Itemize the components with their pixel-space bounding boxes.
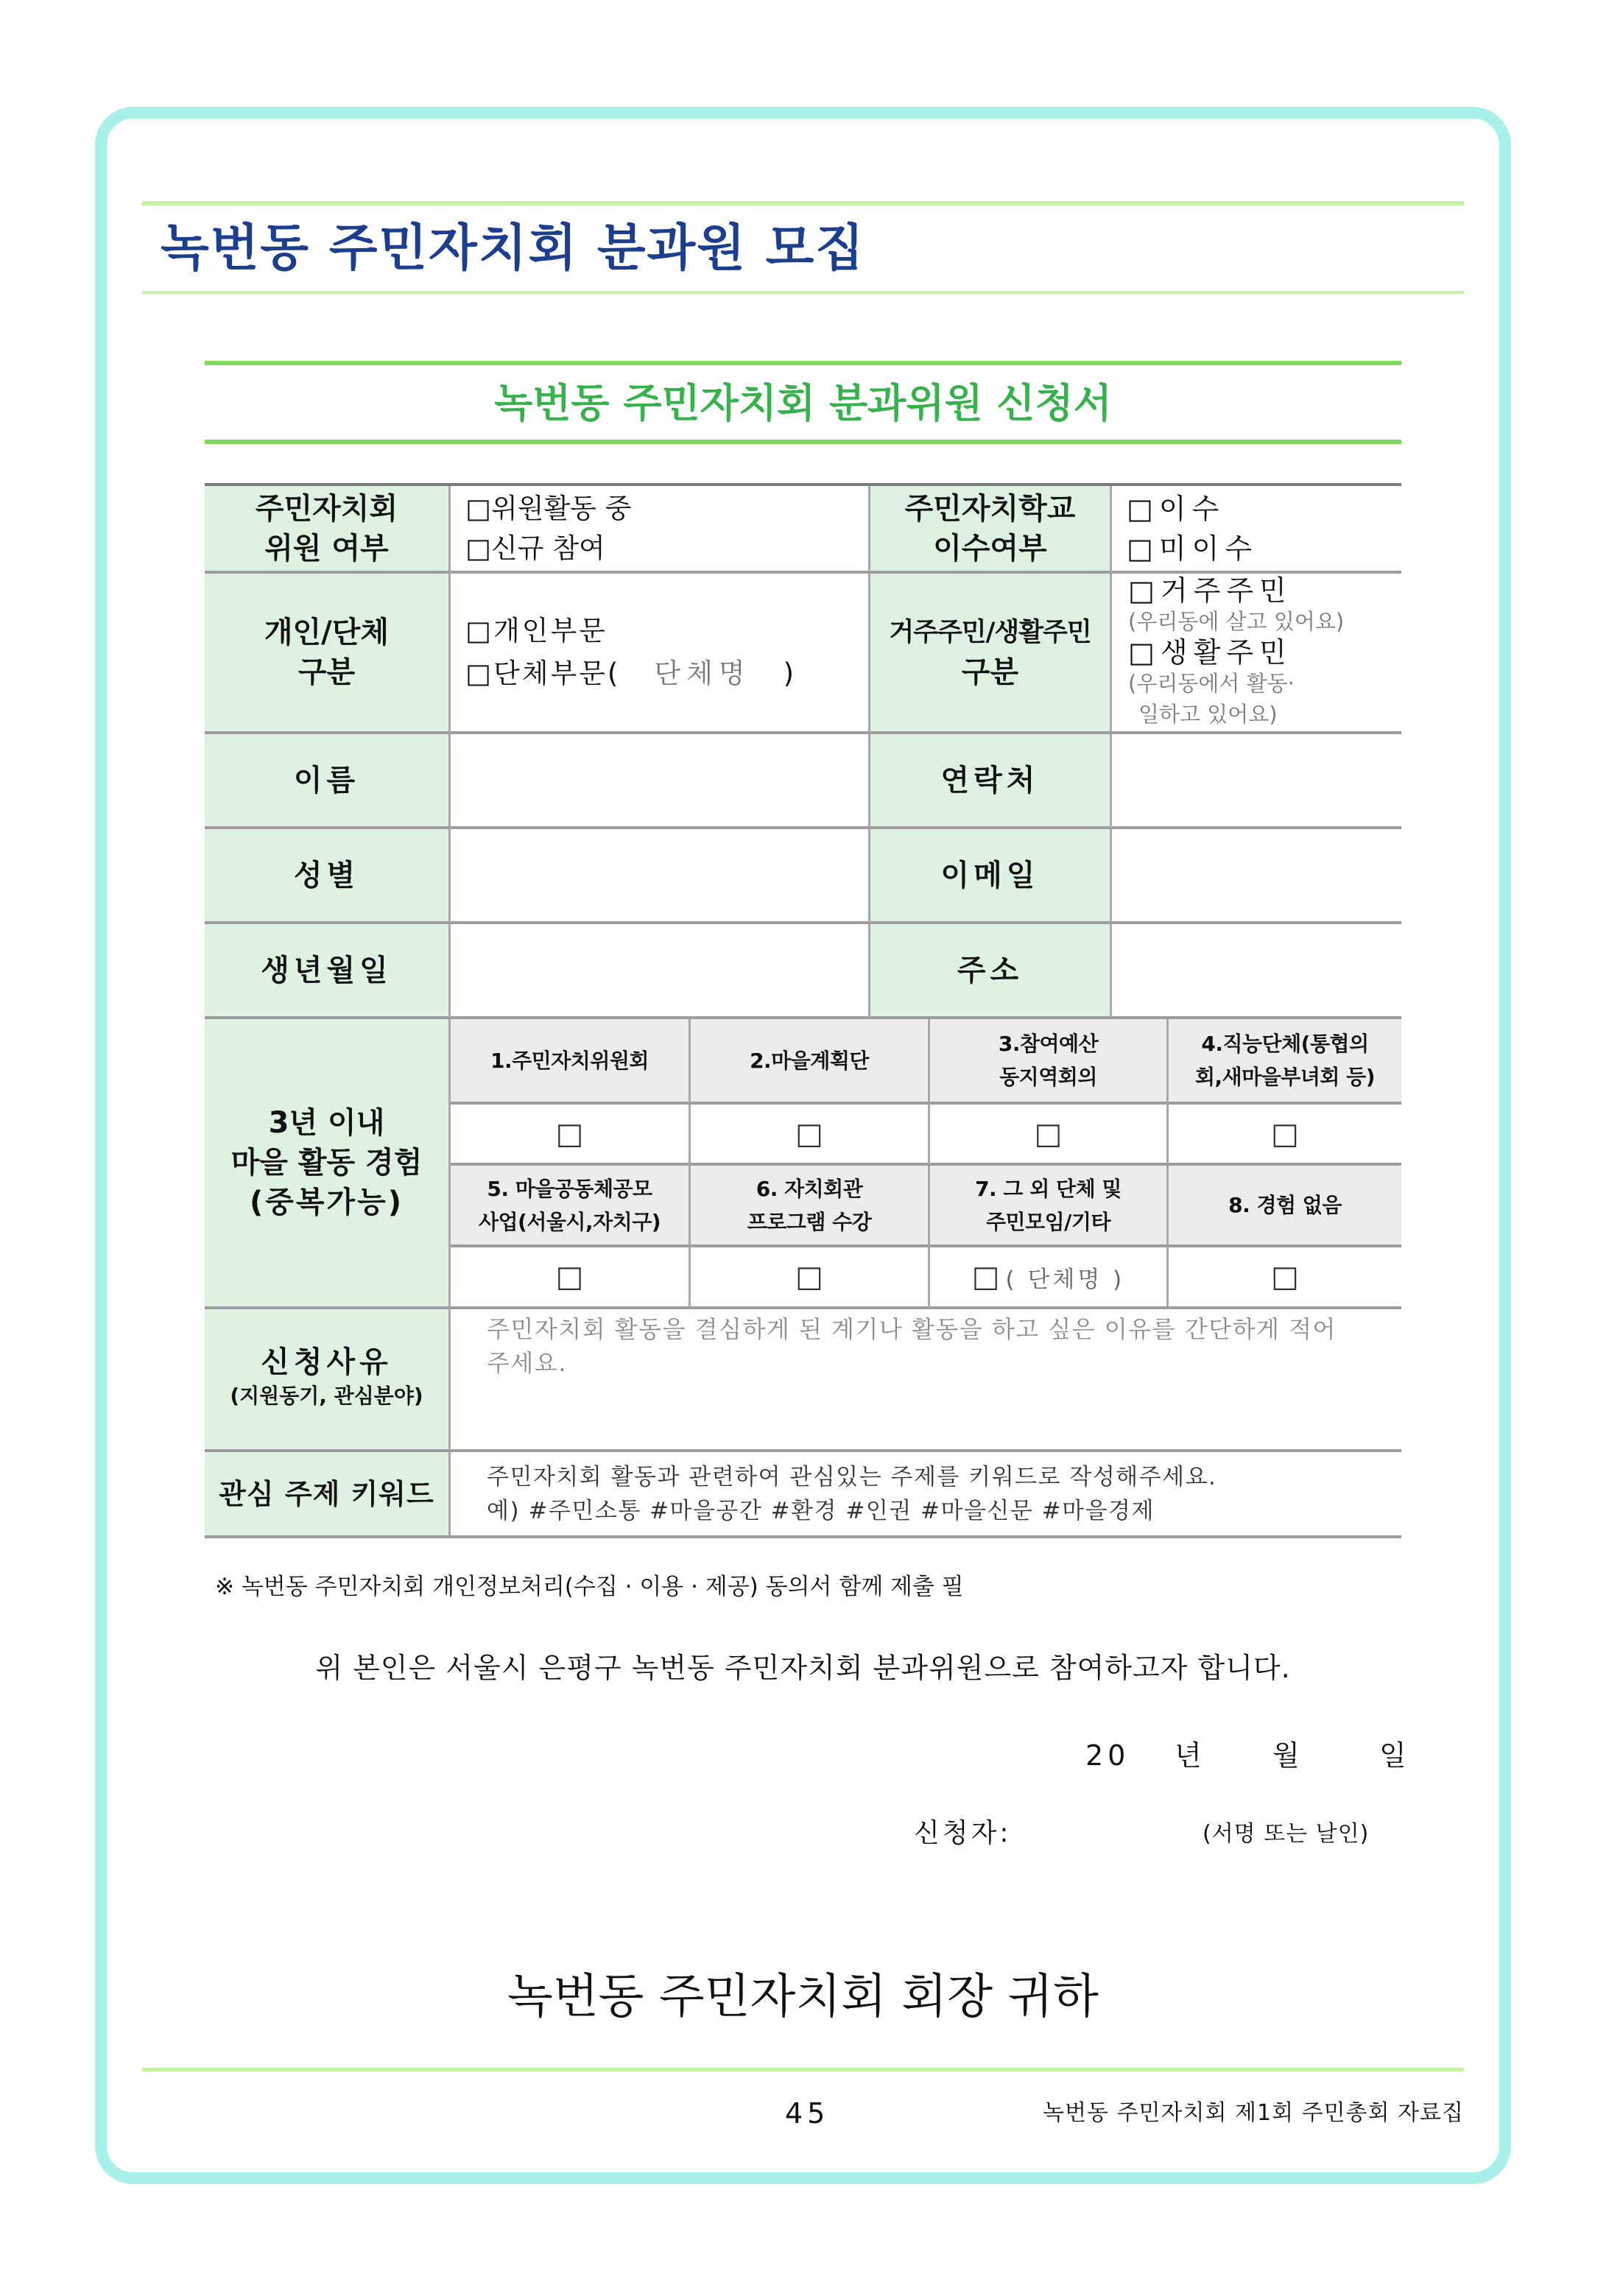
label-line: 위원 여부 bbox=[264, 531, 389, 566]
option-new-participant[interactable]: □신규 참여 bbox=[465, 532, 605, 564]
gender-field[interactable] bbox=[451, 829, 870, 924]
date-year-prefix: 20 bbox=[1085, 1739, 1130, 1772]
group-name-placeholder[interactable]: ( 단체명 ) bbox=[1005, 1266, 1125, 1293]
label-line: 3년 이내 bbox=[268, 1106, 385, 1140]
addressee: 녹번동 주민자치회 회장 귀하 bbox=[507, 1970, 1099, 2024]
page-title: 녹번동 주민자치회 분과원 모집 bbox=[161, 219, 865, 278]
experience-checkbox-3[interactable]: □ bbox=[1034, 1116, 1063, 1151]
experience-checkbox-8[interactable]: □ bbox=[1271, 1260, 1299, 1294]
option-not-completed[interactable]: □미이수 bbox=[1127, 532, 1258, 565]
option-individual[interactable]: □개인부문 bbox=[465, 615, 608, 647]
address-field[interactable] bbox=[1112, 924, 1401, 1019]
keywords-label bbox=[205, 1452, 451, 1538]
option-resident[interactable]: □거주주민 bbox=[1128, 574, 1292, 607]
option-group[interactable] bbox=[465, 652, 796, 695]
experience-checkbox-7[interactable]: □ bbox=[971, 1260, 1000, 1294]
option-text: 6. 자치회관 bbox=[756, 1176, 863, 1201]
option-text: 5. 마을공동체공모 bbox=[487, 1176, 652, 1201]
experience-option-4 bbox=[1169, 1019, 1401, 1105]
title-top-rule bbox=[142, 201, 1464, 205]
option-text: 1.주민자치위원회 bbox=[490, 1048, 649, 1073]
experience-checkbox-cell-5 bbox=[451, 1247, 691, 1309]
label-line: (중복가능) bbox=[249, 1186, 404, 1219]
page-number: 45 bbox=[785, 2097, 830, 2130]
option-text: 7. 그 외 단체 및 bbox=[975, 1176, 1122, 1201]
committee-member-options bbox=[451, 486, 870, 574]
keywords-example: 예) #주민소통 #마을공간 #환경 #인권 #마을신문 #마을경제 bbox=[487, 1497, 1155, 1524]
experience-option-1 bbox=[451, 1019, 691, 1105]
label-subtext: (지원동기, 관심분야) bbox=[230, 1384, 423, 1408]
label-line: 구분 bbox=[961, 655, 1019, 689]
option-text: 동지역회의 bbox=[999, 1065, 1097, 1089]
experience-checkbox-cell-8 bbox=[1169, 1247, 1401, 1309]
committee-member-label bbox=[205, 486, 451, 574]
date-year-label: 년 bbox=[1175, 1739, 1202, 1772]
option-text: 3.참여예산 bbox=[998, 1032, 1099, 1056]
birthdate-field[interactable] bbox=[451, 924, 870, 1019]
email-field[interactable] bbox=[1112, 829, 1401, 924]
experience-option-8 bbox=[1169, 1166, 1401, 1247]
option-text: 회,새마을부녀회 등) bbox=[1194, 1065, 1376, 1089]
option-text: 프로그램 수강 bbox=[747, 1209, 872, 1234]
experience-checkbox-cell-7 bbox=[930, 1247, 1169, 1309]
experience-checkbox-1[interactable]: □ bbox=[555, 1116, 584, 1151]
date-day-label: 일 bbox=[1379, 1739, 1406, 1772]
contact-field[interactable] bbox=[1112, 734, 1401, 829]
consent-note: ※ 녹번동 주민자치회 개인정보처리(수집 · 이용 · 제공) 동의서 함께 제출 필 bbox=[215, 1574, 964, 1600]
label-line: 이수여부 bbox=[933, 531, 1047, 566]
experience-checkbox-cell-3 bbox=[930, 1105, 1169, 1166]
experience-option-7 bbox=[930, 1166, 1169, 1247]
option-text: 주민모임/기타 bbox=[985, 1209, 1110, 1234]
option-group-close: ) bbox=[783, 658, 797, 689]
experience-checkbox-4[interactable]: □ bbox=[1271, 1116, 1299, 1151]
birthdate-label bbox=[205, 924, 451, 1019]
label-line: 마을 활동 경험 bbox=[230, 1146, 423, 1180]
label-line: 주민자치학교 bbox=[904, 491, 1076, 526]
reason-label bbox=[205, 1309, 451, 1452]
form-title-top-rule bbox=[205, 361, 1401, 365]
label-text: 연락처 bbox=[940, 763, 1040, 797]
experience-option-5 bbox=[451, 1166, 691, 1247]
label-text: 신청사유 bbox=[261, 1345, 392, 1379]
experience-option-6 bbox=[691, 1166, 930, 1247]
experience-checkbox-2[interactable]: □ bbox=[795, 1116, 823, 1151]
contact-label bbox=[870, 734, 1112, 829]
resident-note: (우리동에 살고 있어요) bbox=[1128, 609, 1345, 634]
experience-option-3 bbox=[930, 1019, 1169, 1105]
publication-title: 녹번동 주민자치회 제1회 주민총회 자료집 bbox=[1043, 2100, 1464, 2126]
residency-options bbox=[1112, 574, 1401, 734]
option-text: 2.마을계획단 bbox=[750, 1048, 869, 1073]
experience-option-2 bbox=[691, 1019, 930, 1105]
experience-checkbox-6[interactable]: □ bbox=[795, 1260, 823, 1294]
school-completion-options bbox=[1112, 486, 1401, 574]
label-text: 생년월일 bbox=[261, 953, 392, 987]
option-text: 8. 경험 없음 bbox=[1228, 1193, 1342, 1217]
signature-hint: (서명 또는 날인) bbox=[1203, 1821, 1370, 1847]
option-text: 사업(서울시,자치구) bbox=[478, 1209, 661, 1234]
placeholder-line: 주민자치회 활동을 결심하게 된 계기나 활동을 하고 싶은 이유를 간단하게 적어 bbox=[487, 1315, 1337, 1343]
experience-checkbox-cell-4 bbox=[1169, 1105, 1401, 1166]
living-note-line: 일하고 있어요) bbox=[1138, 702, 1278, 727]
option-living-member[interactable]: □생활주민 bbox=[1128, 636, 1292, 669]
name-label bbox=[205, 734, 451, 829]
living-note-line: (우리동에서 활동· bbox=[1128, 671, 1295, 696]
keywords-guide: 주민자치회 활동과 관련하여 관심있는 주제를 키워드로 작성해주세요. bbox=[487, 1463, 1217, 1490]
label-text: 주소 bbox=[957, 953, 1024, 987]
option-completed[interactable]: □이수 bbox=[1127, 492, 1225, 525]
label-line: 개인/단체 bbox=[264, 616, 390, 649]
reason-field[interactable] bbox=[451, 1309, 1401, 1452]
label-line: 구분 bbox=[297, 655, 356, 689]
label-line: 거주주민/생활주민 bbox=[889, 618, 1091, 647]
form-title-bottom-rule bbox=[205, 440, 1401, 444]
label-text: 이름 bbox=[293, 763, 360, 797]
date-month-label: 월 bbox=[1272, 1739, 1300, 1772]
group-name-placeholder[interactable]: 단체명 bbox=[654, 658, 751, 689]
title-bottom-rule bbox=[142, 291, 1464, 294]
name-field[interactable] bbox=[451, 734, 870, 829]
school-completion-label bbox=[870, 486, 1112, 574]
footer-rule bbox=[142, 2068, 1464, 2071]
label-text: 관심 주제 키워드 bbox=[219, 1477, 434, 1510]
category-options bbox=[451, 574, 870, 734]
label-text: 이메일 bbox=[940, 858, 1040, 892]
label-text: 성별 bbox=[293, 858, 360, 892]
category-label bbox=[205, 574, 451, 734]
option-text: 4.직능단체(통협의 bbox=[1201, 1032, 1369, 1056]
declaration: 위 본인은 서울시 은평구 녹번동 주민자치회 분과위원으로 참여하고자 합니다. bbox=[315, 1652, 1291, 1684]
address-label bbox=[870, 924, 1112, 1019]
gender-label bbox=[205, 829, 451, 924]
option-active-member[interactable]: □위원활동 중 bbox=[465, 492, 632, 524]
placeholder-line: 주세요. bbox=[487, 1349, 567, 1377]
keywords-field[interactable] bbox=[451, 1452, 1401, 1538]
applicant-label: 신청자: bbox=[914, 1818, 1012, 1848]
form-title: 녹번동 주민자치회 분과위원 신청서 bbox=[494, 380, 1112, 426]
option-group-label: □단체부문( bbox=[465, 658, 621, 689]
experience-checkbox-cell-1 bbox=[451, 1105, 691, 1166]
experience-checkbox-cell-6 bbox=[691, 1247, 930, 1309]
email-label bbox=[870, 829, 1112, 924]
residency-label bbox=[870, 574, 1112, 734]
label-line: 주민자치회 bbox=[255, 491, 398, 526]
experience-checkbox-cell-2 bbox=[691, 1105, 930, 1166]
experience-checkbox-5[interactable]: □ bbox=[555, 1260, 584, 1294]
experience-label bbox=[205, 1019, 451, 1309]
